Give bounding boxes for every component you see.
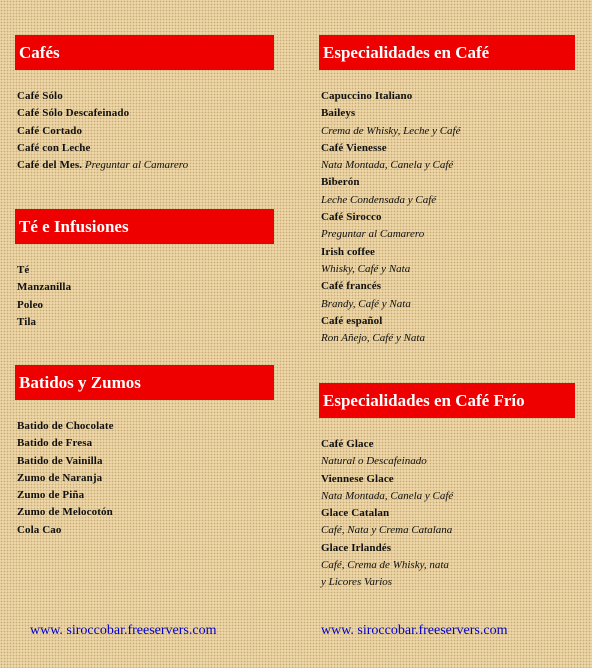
menu-item-description: Café, Nata y Crema Catalana xyxy=(321,524,453,537)
section-header-frio xyxy=(319,383,575,418)
menu-item-note: Preguntar al Camarero xyxy=(84,159,189,172)
footer-link-left[interactable]: www. siroccobar.freeservers.com xyxy=(30,623,217,638)
menu-item: Batido de Fresa xyxy=(17,437,93,450)
menu-item: Café Cortado xyxy=(17,124,83,137)
menu-item: Poleo xyxy=(17,298,44,311)
menu-item: Baileys Crema de Whisky, Leche y Café xyxy=(321,105,575,140)
menu-item: Batido de Chocolate xyxy=(17,420,114,432)
menu-item: Café Vienesse Nata Montada, Canela y Café xyxy=(321,140,575,175)
menu-list-batidos xyxy=(17,418,274,539)
menu-item-description: Nata Montada, Canela y Café xyxy=(321,489,454,502)
menu-item: Café francés Brandy, Café y Nata xyxy=(321,278,575,313)
menu-item: Biberón Leche Condensada y Café xyxy=(321,174,575,209)
menu-list-cafes xyxy=(17,88,274,174)
section-title-te: Té e Infusiones xyxy=(19,217,129,236)
section-header-cafes xyxy=(15,35,274,70)
section-title-cafes: Cafés xyxy=(19,43,60,62)
menu-item: Café español Ron Añejo, Café y Nata xyxy=(321,313,575,348)
menu-item: Glace Irlandés Café, Crema de Whisky, nata y Licores Varios xyxy=(321,540,575,592)
menu-item-description: Café, Crema de Whisky, nata xyxy=(321,559,449,572)
menu-item: Irish coffee Whisky, Café y Nata xyxy=(321,244,575,279)
menu-item-description-continued: y Licores Varios xyxy=(321,576,393,589)
menu-item: Cola Cao xyxy=(17,523,62,536)
menu-item: Café Sólo Descafeinado xyxy=(17,107,130,120)
menu-list-frio xyxy=(321,436,575,592)
menu-item: Zumo de Naranja xyxy=(17,471,103,484)
menu-item-description: Natural o Descafeinado xyxy=(321,455,427,468)
menu-item: Zumo de Melocotón xyxy=(17,506,113,519)
menu-item: Batido de Vainilla xyxy=(17,454,103,467)
menu-item: Café Glace Natural o Descafeinado xyxy=(321,436,575,471)
menu-item-description: Brandy, Café y Nata xyxy=(321,297,411,310)
menu-list-te xyxy=(17,262,274,331)
section-title-batidos: Batidos y Zumos xyxy=(19,373,141,392)
menu-item-description: Nata Montada, Canela y Café xyxy=(321,159,454,172)
menu-item: Café del Mes. Preguntar al Camarero xyxy=(17,159,189,172)
menu-list-especialidades xyxy=(321,88,575,347)
menu-item: Café con Leche xyxy=(17,141,91,154)
menu-item-description: Ron Añejo, Café y Nata xyxy=(321,332,425,345)
menu-item: Tila xyxy=(17,315,37,328)
menu-item: Café Sólo xyxy=(17,90,63,102)
menu-item-description: Whisky, Café y Nata xyxy=(321,262,411,275)
menu-item-description: Crema de Whisky, Leche y Café xyxy=(321,124,461,137)
menu-item: Glace Catalan Café, Nata y Crema Catalana xyxy=(321,505,575,540)
menu-item: Café Sirocco Preguntar al Camarero xyxy=(321,209,575,244)
menu-item-description: Preguntar al Camarero xyxy=(321,228,425,241)
footer-link-right[interactable]: www. siroccobar.freeservers.com xyxy=(321,623,508,638)
menu-item: Té xyxy=(17,264,30,276)
section-header-batidos xyxy=(15,365,274,400)
menu-item: Zumo de Piña xyxy=(17,489,85,502)
section-title-especialidades: Especialidades en Café xyxy=(323,43,490,62)
menu-item-description: Leche Condensada y Café xyxy=(321,193,437,206)
menu-item: Capuccino Italiano xyxy=(321,90,413,102)
menu-item: Manzanilla xyxy=(17,281,72,294)
section-header-especialidades xyxy=(319,35,575,70)
section-header-te xyxy=(15,209,274,244)
menu-item: Viennese Glace Nata Montada, Canela y Café xyxy=(321,471,575,506)
section-title-frio: Especialidades en Café Frío xyxy=(323,391,525,410)
